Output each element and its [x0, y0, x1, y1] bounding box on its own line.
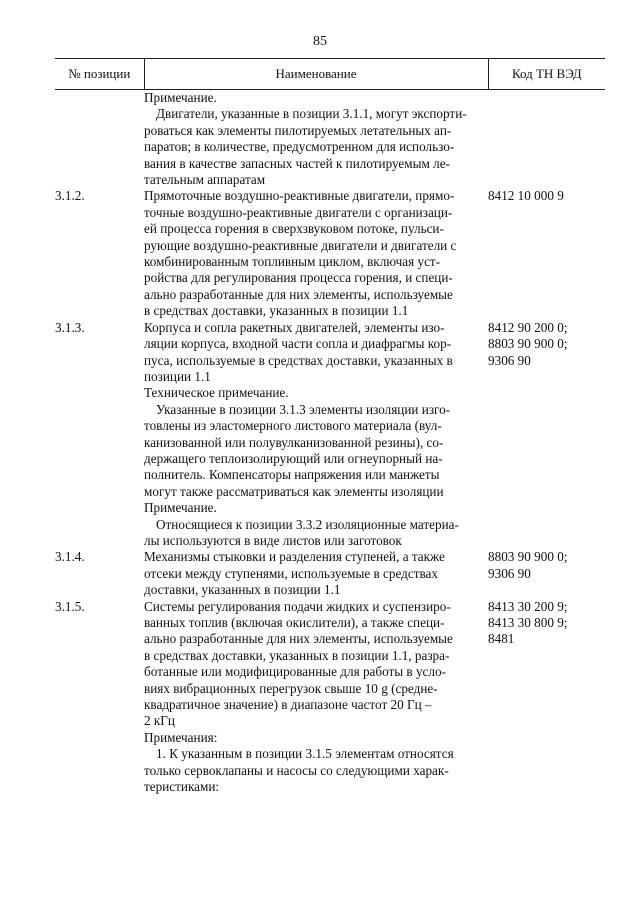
name-line: 2 кГц — [144, 713, 175, 729]
name-line: квадратичное значение) в диапазоне частот 20 Гц – — [144, 697, 432, 713]
name-line: держащего теплоизолирующий или огнеупорный на- — [144, 450, 443, 466]
name-line: 1. К указанным в позиции 3.1.5 элементам относятся — [156, 746, 454, 762]
name-line: доставки, указанных в позиции 1.1 — [144, 582, 341, 598]
position-cell — [55, 90, 144, 189]
name-cell — [144, 320, 488, 550]
name-line: Техническое примечание. — [144, 385, 289, 401]
code-line: 8481 — [488, 631, 515, 647]
name-line: товлены из эластомерного листового материала (вул- — [144, 418, 442, 434]
name-line: канизованной или полувулканизованной резины), со- — [144, 434, 444, 450]
page-number: 85 — [313, 34, 327, 49]
name-cell — [144, 90, 488, 189]
name-line: в средствах доставки, указанных в позиции 1.1, разра- — [144, 647, 450, 663]
name-line: могут также рассматриваться как элементы изоляции — [144, 483, 444, 499]
name-line: позиции 1.1 — [144, 368, 211, 384]
position-cell: 3.1.5. — [55, 598, 85, 614]
table-row — [55, 320, 605, 550]
name-line: комбинированным топливным циклом, включая уст- — [144, 254, 441, 270]
name-line: Прямоточные воздушно-реактивные двигатели, прямо- — [144, 188, 455, 204]
header-name: Наименование — [144, 59, 488, 90]
table-row — [55, 188, 605, 319]
name-line: Примечания: — [144, 729, 218, 745]
code-line: 8412 90 200 0; — [488, 319, 568, 335]
name-line: Примечание. — [144, 500, 217, 516]
name-line: рующие воздушно-реактивные двигатели и двигатели с — [144, 237, 457, 253]
name-line: тательным аппаратам — [144, 172, 266, 188]
code-line: 9306 90 — [488, 565, 531, 581]
name-cell — [144, 549, 488, 598]
name-line: ально разработанные для них элементы, используемые — [144, 286, 453, 302]
name-line: виях вибрационных перегрузок свыше 10 g (средне- — [144, 680, 438, 696]
name-line: Корпуса и сопла ракетных двигателей, элементы изо- — [144, 319, 445, 335]
name-line: в средствах доставки, указанных в позиции 1.1 — [144, 303, 409, 319]
name-cell — [144, 188, 488, 319]
name-line: ройства для регулирования процесса горения, и специ- — [144, 270, 453, 286]
table-header-row — [55, 59, 605, 90]
name-line: Указанные в позиции 3.1.3 элементы изоляции изго- — [156, 401, 451, 417]
name-line: точные воздушно-реактивные двигатели с организаци- — [144, 204, 453, 220]
name-line: Системы регулирования подачи жидких и суспензиро- — [144, 598, 451, 614]
table-row — [55, 549, 605, 598]
header-code: Код ТН ВЭД — [488, 59, 605, 90]
name-line: роваться как элементы пилотируемых летательных ап- — [144, 122, 452, 138]
name-line: лы используются в виде листов или заготовок — [144, 532, 402, 548]
name-line: отсеки между ступенями, используемые в средствах — [144, 565, 438, 581]
position-cell: 3.1.4. — [55, 549, 85, 565]
name-line: ботанные или модифицированные для работы в усло- — [144, 664, 446, 680]
name-line: ляции корпуса, входной части сопла и диафрагмы кор- — [144, 336, 452, 352]
name-line: Механизмы стыковки и разделения ступеней, а также — [144, 549, 445, 565]
code-line: 8412 10 000 9 — [488, 188, 564, 204]
code-cell — [488, 188, 605, 319]
code-cell — [488, 599, 605, 796]
name-line: ей процесса горения в сверхзвуковом потоке, пульси- — [144, 221, 444, 237]
name-line: Примечание. — [144, 90, 217, 105]
code-line: 8413 30 200 9; — [488, 598, 568, 614]
table-body — [55, 90, 605, 796]
code-cell — [488, 90, 605, 189]
name-line: ально разработанные для них элементы, используемые — [144, 631, 453, 647]
name-line: пуса, используемые в средствах доставки, указанных в — [144, 352, 453, 368]
code-line: 8803 90 900 0; — [488, 549, 568, 565]
goods-table — [55, 58, 605, 795]
code-cell — [488, 549, 605, 598]
name-line: Относящиеся к позиции 3.3.2 изоляционные материа- — [156, 516, 459, 532]
name-line: полнитель. Компенсаторы напряжения или манжеты — [144, 467, 440, 483]
name-line: вания в качестве запасных частей к пилотируемым ле- — [144, 155, 450, 171]
name-line: ванных топлив (включая окислители), а также специ- — [144, 615, 445, 630]
header-position: № позиции — [55, 59, 144, 90]
name-line: Двигатели, указанные в позиции 3.1.1, могут экспорти- — [156, 106, 467, 122]
name-line: теристиками: — [144, 779, 220, 795]
position-cell: 3.1.3. — [55, 319, 85, 335]
code-line: 8803 90 900 0; — [488, 336, 568, 352]
name-line: паратов; в количестве, предусмотренном для использо- — [144, 139, 455, 155]
name-line: только сервоклапаны и насосы со следующими харак- — [144, 762, 449, 778]
code-cell — [488, 320, 605, 550]
table-row — [55, 599, 605, 796]
code-line: 9306 90 — [488, 352, 531, 368]
code-line: 8413 30 800 9; — [488, 615, 568, 630]
position-cell: 3.1.2. — [55, 188, 85, 204]
table-row — [55, 90, 605, 189]
name-cell — [144, 599, 488, 796]
